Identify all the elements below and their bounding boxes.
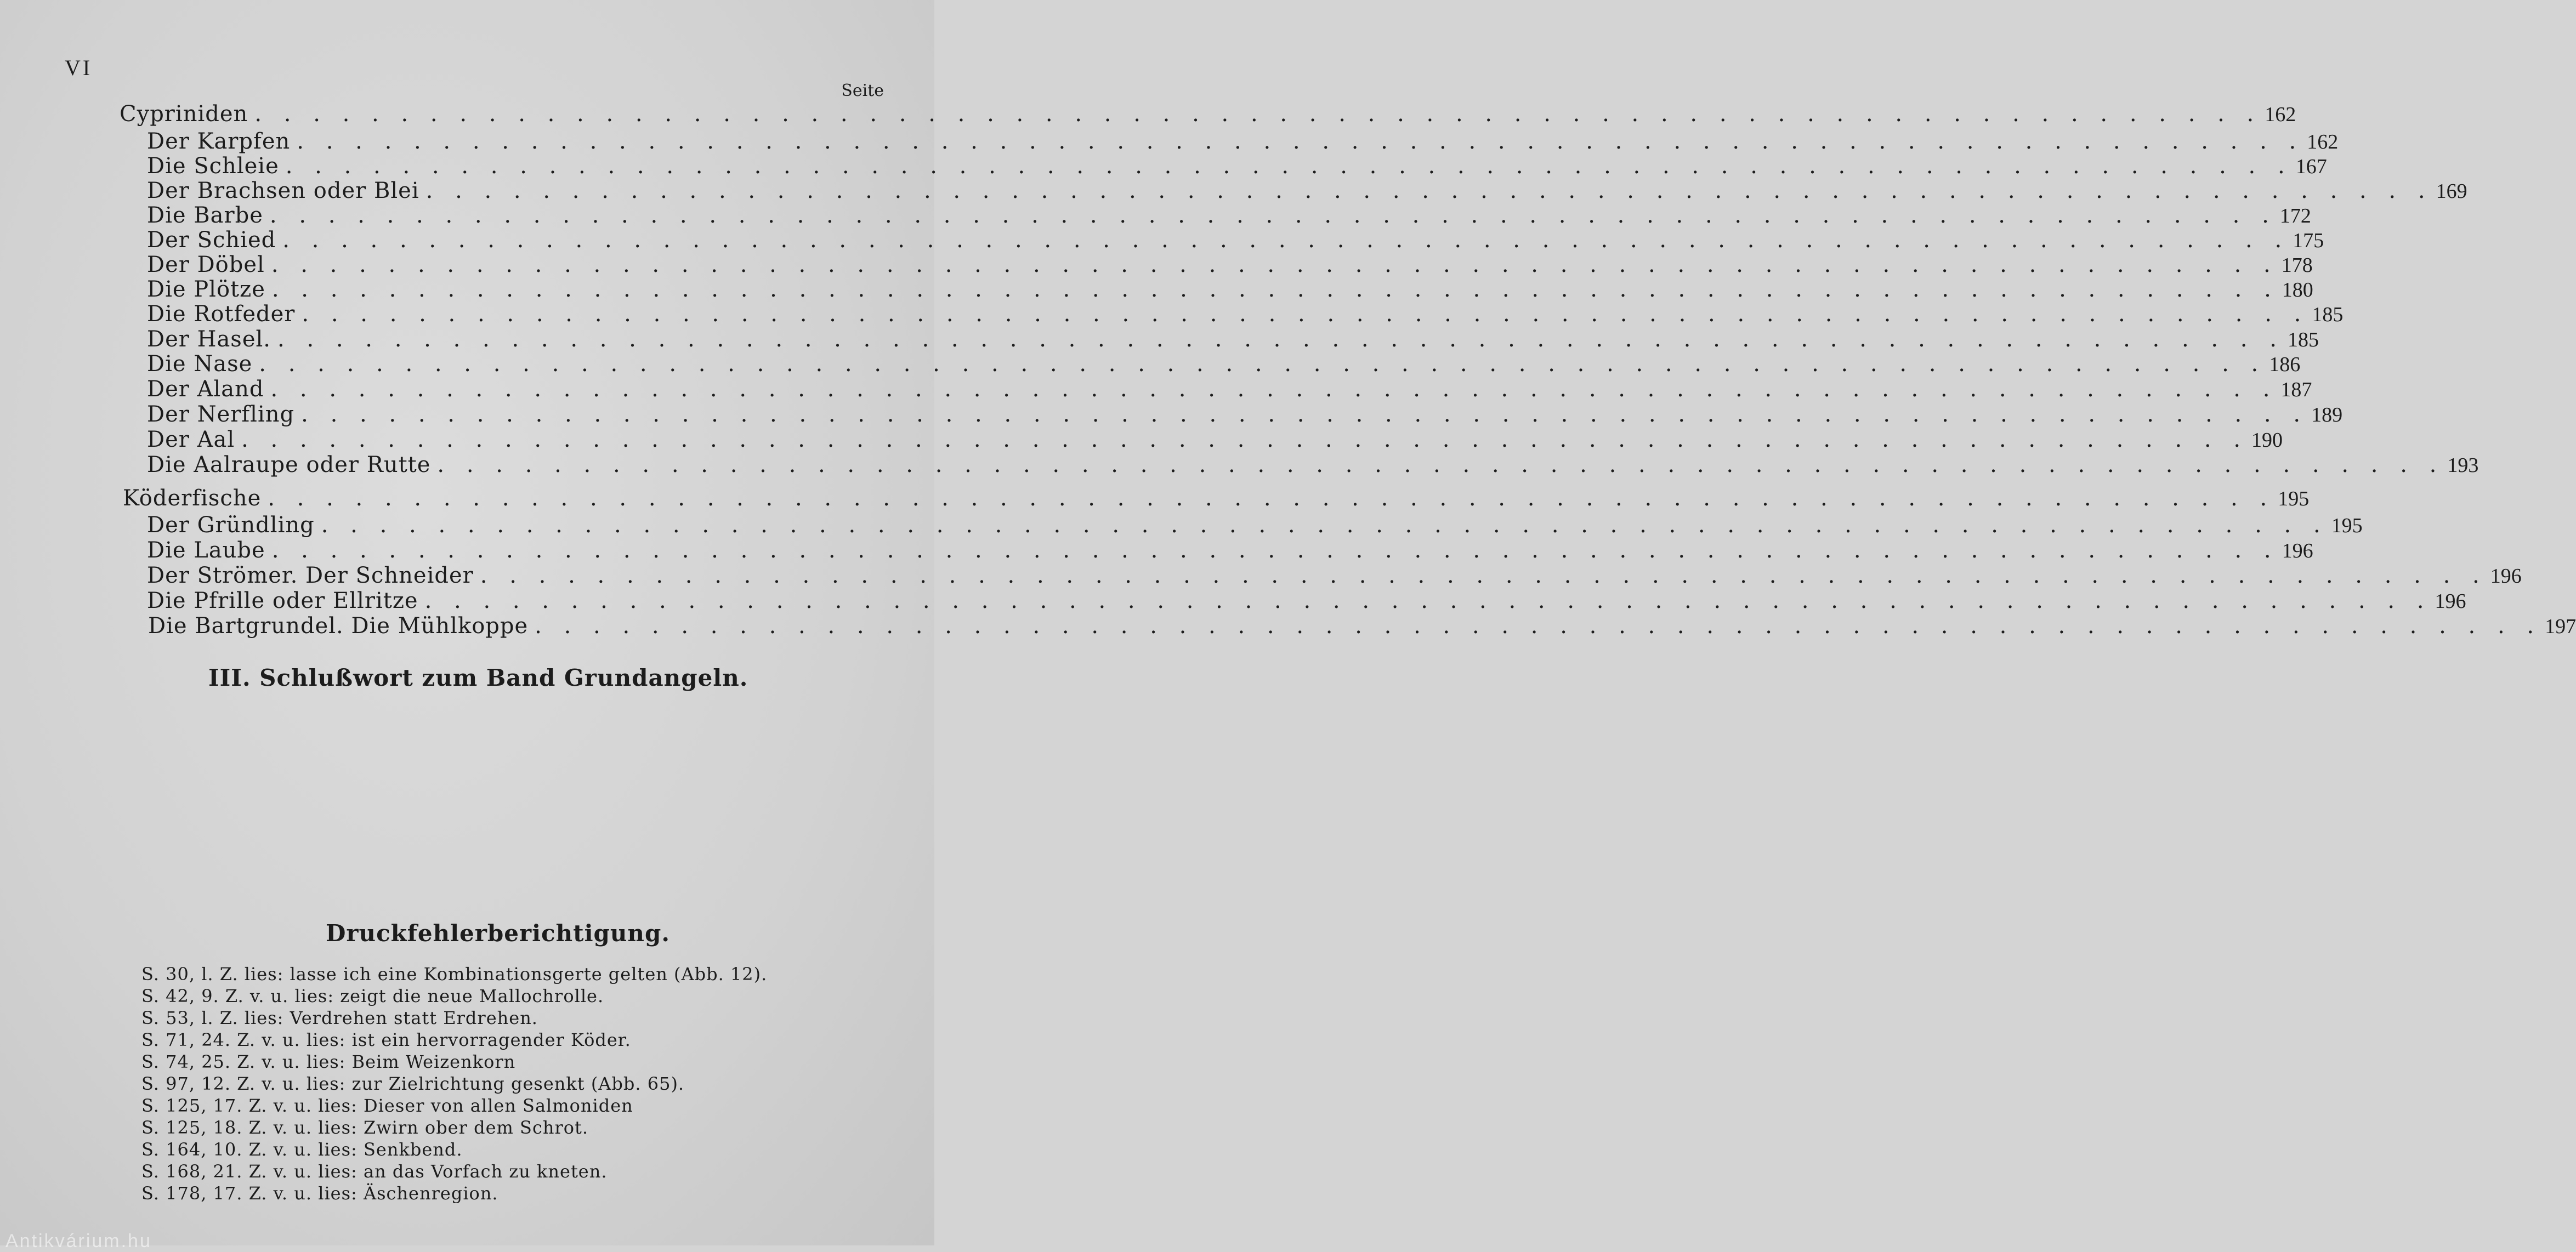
errata-line: S. 30, l. Z. lies: lasse ich eine Kombinationsgerte gelten (Abb. 12). [141, 964, 768, 984]
toc-entry-label: Der Aal [147, 427, 235, 452]
toc-entry-page: 178 [2281, 254, 2313, 277]
toc-entry-label: Die Bartgrundel. Die Mühlkoppe [148, 613, 529, 639]
dot-leader: . . . . . . . . . . . . . . . . . . . . . . . . . . . . . . . . . . . . . . . . . . . . . . . . . . . . . . . . . . . . . . . . . . . . . [425, 178, 2433, 203]
dot-leader: . . . . . . . . . . . . . . . . . . . . . . . . . . . . . . . . . . . . . . . . . . . . . . . . . . . . . . . . . . . . . . . . . . . . . [277, 327, 2284, 352]
toc-entry-label: Köderfische [123, 486, 262, 511]
toc-entry [147, 538, 2313, 563]
dot-leader: . . . . . . . . . . . . . . . . . . . . . . . . . . . . . . . . . . . . . . . . . . . . . . . . . . . . . . . . . . . . . . . . . . . . . [301, 402, 2308, 427]
toc-entry-label: Die Plötze [147, 277, 265, 302]
errata-line: S. 53, l. Z. lies: Verdrehen statt Erdrehen. [141, 1008, 538, 1028]
dot-leader: . . . . . . . . . . . . . . . . . . . . . . . . . . . . . . . . . . . . . . . . . . . . . . . . . . . . . . . . . . . . . . . . . . . . . [424, 588, 2432, 613]
toc-entry-label: Der Gründling [147, 513, 315, 538]
toc-entry-label: Der Brachsen oder Blei [147, 178, 419, 203]
toc-entry-page: 193 [2447, 454, 2479, 477]
toc-entry [147, 178, 2467, 203]
toc-entry-page: 162 [2307, 130, 2339, 153]
toc-entry-page: 185 [2287, 328, 2319, 351]
dot-leader: . . . . . . . . . . . . . . . . . . . . . . . . . . . . . . . . . . . . . . . . . . . . . . . . . . . . . . . . . . . . . . . . . . . . . [259, 351, 2266, 377]
toc-entry [147, 252, 2313, 277]
section-heading: III. Schlußwort zum Band Grundangeln. [208, 664, 748, 691]
errata-title: Druckfehlerberichtigung. [326, 920, 670, 947]
errata-line: S. 42, 9. Z. v. u. lies: zeigt die neue Mallochrolle. [141, 986, 604, 1006]
errata-line: S. 74, 25. Z. v. u. lies: Beim Weizenkorn [141, 1051, 516, 1072]
toc-entry-label: Der Hasel. [147, 327, 271, 352]
toc-entry [147, 351, 2301, 377]
toc-entry [147, 427, 2283, 452]
toc-entry [123, 486, 2310, 511]
toc-entry-label: Der Döbel [147, 252, 265, 277]
toc-entry [147, 513, 2363, 538]
toc-entry-label: Die Barbe [147, 203, 263, 228]
toc-entry-page: 190 [2251, 429, 2283, 452]
toc-entry [147, 377, 2312, 402]
toc-entry-page: 180 [2282, 278, 2313, 301]
dot-leader: . . . . . . . . . . . . . . . . . . . . . . . . . . . . . . . . . . . . . . . . . . . . . . . . . . . . . . . . . . . . . . . . . . . . . [282, 227, 2290, 253]
toc-entry-label: Die Schleie [147, 153, 279, 179]
dot-leader: . . . . . . . . . . . . . . . . . . . . . . . . . . . . . . . . . . . . . . . . . . . . . . . . . . . . . . . . . . . . . . . . . . . . . [268, 486, 2275, 511]
toc-entry-page: 162 [2265, 103, 2296, 126]
toc-entry-page: 195 [2331, 514, 2363, 537]
toc-entry-page: 186 [2269, 353, 2301, 376]
toc-entry-label: Die Rotfeder [147, 301, 296, 327]
toc-entry-page: 185 [2312, 303, 2344, 326]
toc-entry [147, 563, 2522, 588]
dot-leader: . . . . . . . . . . . . . . . . . . . . . . . . . . . . . . . . . . . . . . . . . . . . . . . . . . . . . . . . . . . . . . . . . . . . . [302, 301, 2309, 327]
page-number: VI [65, 55, 93, 80]
toc-entry [148, 613, 2576, 639]
toc-entry [147, 277, 2313, 302]
page-column-header: Seite [841, 81, 884, 100]
toc-entry-page: 189 [2311, 403, 2343, 426]
toc-entry-page: 172 [2279, 204, 2311, 227]
dot-leader: . . . . . . . . . . . . . . . . . . . . . . . . . . . . . . . . . . . . . . . . . . . . . . . . . . . . . . . . . . . . . . . . . . . . . [285, 153, 2293, 179]
errata-line: S. 164, 10. Z. v. u. lies: Senkbend. [141, 1139, 463, 1160]
errata-line: S. 168, 21. Z. v. u. lies: an das Vorfach zu kneten. [141, 1161, 608, 1182]
toc-entry-label: Die Laube [147, 538, 265, 563]
toc-entry [147, 301, 2344, 327]
toc-entry-page: 195 [2278, 487, 2310, 510]
toc-entry-page: 187 [2280, 378, 2312, 401]
toc-entry [147, 153, 2327, 179]
toc-entry [147, 129, 2339, 154]
toc-entry-page: 175 [2293, 229, 2324, 252]
toc-entry [147, 203, 2311, 228]
dot-leader: . . . . . . . . . . . . . . . . . . . . . . . . . . . . . . . . . . . . . . . . . . . . . . . . . . . . . . . . . . . . . . . . . . . . . [271, 277, 2279, 302]
toc-entry [147, 402, 2343, 427]
dot-leader: . . . . . . . . . . . . . . . . . . . . . . . . . . . . . . . . . . . . . . . . . . . . . . . . . . . . . . . . . . . . . . . . . . . . . [480, 563, 2487, 588]
dot-leader: . . . . . . . . . . . . . . . . . . . . . . . . . . . . . . . . . . . . . . . . . . . . . . . . . . . . . . . . . . . . . . . . . . . . . [437, 452, 2444, 477]
toc-entry [147, 588, 2466, 613]
toc-entry-page: 196 [2282, 539, 2313, 562]
dot-leader: . . . . . . . . . . . . . . . . . . . . . . . . . . . . . . . . . . . . . . . . . . . . . . . . . . . . . . . . . . . . . . . . . . . . . [254, 101, 2262, 127]
toc-entry-label: Cypriniden [120, 101, 248, 127]
toc-entry [120, 101, 2296, 127]
dot-leader: . . . . . . . . . . . . . . . . . . . . . . . . . . . . . . . . . . . . . . . . . . . . . . . . . . . . . . . . . . . . . . . . . . . . . [297, 129, 2304, 154]
dot-leader: . . . . . . . . . . . . . . . . . . . . . . . . . . . . . . . . . . . . . . . . . . . . . . . . . . . . . . . . . . . . . . . . . . . . . [535, 613, 2542, 639]
dot-leader: . . . . . . . . . . . . . . . . . . . . . . . . . . . . . . . . . . . . . . . . . . . . . . . . . . . . . . . . . . . . . . . . . . . . . [269, 203, 2277, 228]
dot-leader: . . . . . . . . . . . . . . . . . . . . . . . . . . . . . . . . . . . . . . . . . . . . . . . . . . . . . . . . . . . . . . . . . . . . . [271, 538, 2279, 563]
errata-line: S. 97, 12. Z. v. u. lies: zur Zielrichtung gesenkt (Abb. 65). [141, 1073, 685, 1094]
toc-entry [147, 452, 2479, 477]
toc-entry-label: Der Strömer. Der Schneider [147, 563, 474, 588]
errata-line: S. 125, 18. Z. v. u. lies: Zwirn ober dem Schrot. [141, 1117, 589, 1138]
errata-line: S. 125, 17. Z. v. u. lies: Dieser von allen Salmoniden [141, 1095, 633, 1116]
toc-entry-page: 196 [2435, 590, 2466, 613]
toc-entry-label: Die Aalraupe oder Rutte [147, 452, 431, 477]
toc-entry-page: 167 [2295, 155, 2327, 178]
toc-entry-label: Die Nase [147, 351, 253, 377]
errata-line: S. 71, 24. Z. v. u. lies: ist ein hervorragender Köder. [141, 1029, 631, 1050]
toc-entry-label: Der Aland [147, 377, 264, 402]
toc-entry-page: 197 [2545, 615, 2576, 638]
toc-entry-label: Der Karpfen [147, 129, 291, 154]
dot-leader: . . . . . . . . . . . . . . . . . . . . . . . . . . . . . . . . . . . . . . . . . . . . . . . . . . . . . . . . . . . . . . . . . . . . . [241, 427, 2249, 452]
errata-line: S. 178, 17. Z. v. u. lies: Äschenregion. [141, 1183, 498, 1204]
toc-entry-page: 169 [2436, 180, 2467, 203]
toc-entry [147, 227, 2324, 253]
dot-leader: . . . . . . . . . . . . . . . . . . . . . . . . . . . . . . . . . . . . . . . . . . . . . . . . . . . . . . . . . . . . . . . . . . . . . [270, 377, 2278, 402]
toc-entry-label: Die Pfrille oder Ellritze [147, 588, 418, 613]
dot-leader: . . . . . . . . . . . . . . . . . . . . . . . . . . . . . . . . . . . . . . . . . . . . . . . . . . . . . . . . . . . . . . . . . . . . . [271, 252, 2278, 277]
toc-entry-label: Der Nerfling [147, 402, 295, 427]
toc-entry [147, 327, 2319, 352]
toc-entry-label: Der Schied [147, 227, 276, 253]
dot-leader: . . . . . . . . . . . . . . . . . . . . . . . . . . . . . . . . . . . . . . . . . . . . . . . . . . . . . . . . . . . . . . . . . . . . . [321, 513, 2328, 538]
watermark: Antikvárium.hu [5, 1231, 152, 1251]
toc-entry-page: 196 [2490, 565, 2522, 588]
